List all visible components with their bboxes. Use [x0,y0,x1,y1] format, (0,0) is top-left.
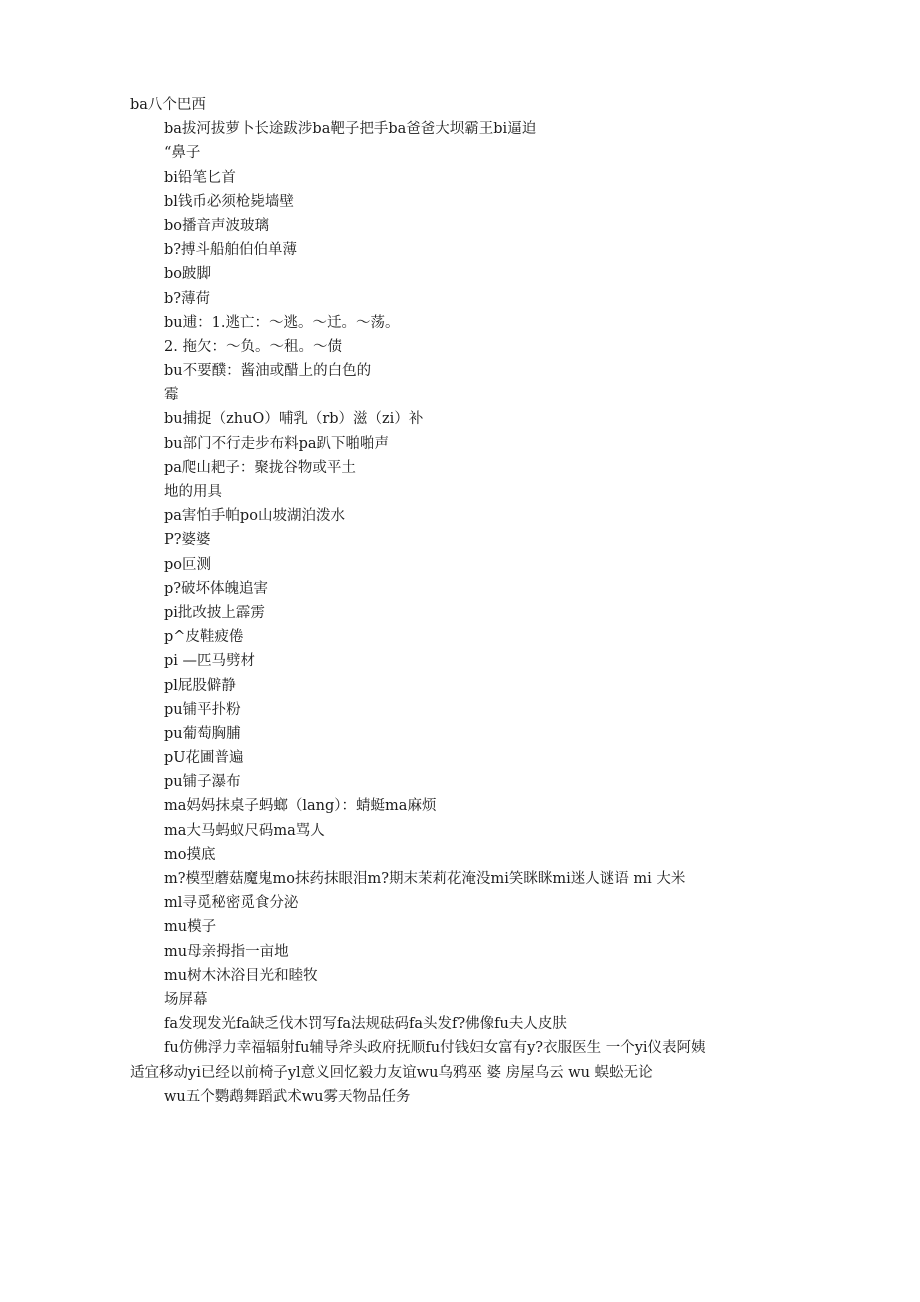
text-line: 地的用具 [164,484,222,500]
text-line: bl钱币必须枪毙墙壁 [164,193,294,210]
text-line: mo摸底 [164,846,216,863]
text-line: pi —匹马劈材 [164,653,256,670]
text-line: ml寻觅秘密觅食分泌 [164,895,299,912]
text-line: bu部门不行走步布料pa趴下啪啪声 [164,435,390,452]
text-line: mu模子 [164,919,217,936]
text-line: fa发现发光fa缺乏伐木罚写fa法规砝码fa头发f?佛像fu夫人皮肤 [164,1016,567,1033]
text-line: fu仿佛浮力幸福辐射fu辅导斧头政府抚顺fu付钱妇女富有y?衣服医生 一个yi仪表阿姨 [164,1040,706,1057]
text-line: 霉 [164,387,179,404]
text-line: mu母亲拇指一亩地 [164,943,289,960]
text-line: bu逋：1.逃亡：〜逃。〜迁。〜荡。 [164,314,400,331]
text-body [130,93,770,1109]
text-line: b?搏斗船舶伯伯单薄 [164,242,298,259]
text-line: pl屁股僻静 [164,677,236,694]
text-line: pa害怕手帕po山坡湖泊泼水 [164,508,345,525]
text-line: bo播音声波玻璃 [164,217,270,234]
text-line: ba拔河拔萝卜长途跋涉ba靶子把手ba爸爸大坝霸王bi逼迫 [164,121,537,138]
text-line: ba八个巴西 [130,97,206,113]
text-line: m?模型蘑菇魔鬼mo抹药抹眼泪m?期末茉莉花淹没mi笑眯眯mi迷人谜语 mi 大米 [164,871,686,887]
text-line: p^皮鞋疲倦 [164,629,244,646]
text-line: pu葡萄胸脯 [164,725,241,742]
text-line: pi批改披上霹雳 [164,604,265,621]
text-line: ma大马蚂蚁尺码ma骂人 [164,822,325,839]
text-line: po叵测 [164,556,212,573]
text-line: 适宜移动yi已经以前椅子yl意义回忆毅力友谊wu乌鸦巫 婆 房屋乌云 wu 蜈蚣无论 [130,1064,653,1081]
text-line: p?破坏体魄追害 [164,580,269,597]
text-line: wu五个鹦鹉舞蹈武术wu雾天物品任务 [164,1088,411,1105]
text-line: pa爬山耙子：聚拢谷物或平土 [164,459,356,476]
text-line: pu铺平扑粉 [164,701,241,718]
text-line: b?薄荷 [164,290,211,307]
text-line: bu不要醭：酱油或醋上的白色的 [164,363,372,380]
text-line: pU花圃普遍 [164,750,244,767]
text-line: bu捕捉（zhuO）哺乳（rb）滋（zi）补 [164,411,424,428]
text-line: 场屏幕 [164,991,208,1008]
text-line: bi铅笔匕首 [164,169,236,186]
text-line: pu铺子瀑布 [164,774,241,791]
text-line: 2. 拖欠：〜负。〜租。〜债 [164,338,342,355]
text-line: bo跛脚 [164,266,212,283]
text-line: “鼻子 [164,145,201,162]
text-line: P?婆婆 [164,532,211,549]
text-line: ma妈妈抹桌子蚂螂（lang）：蜻蜓ma麻烦 [164,798,437,815]
text-line: mu树木沐浴目光和睦牧 [164,967,318,984]
